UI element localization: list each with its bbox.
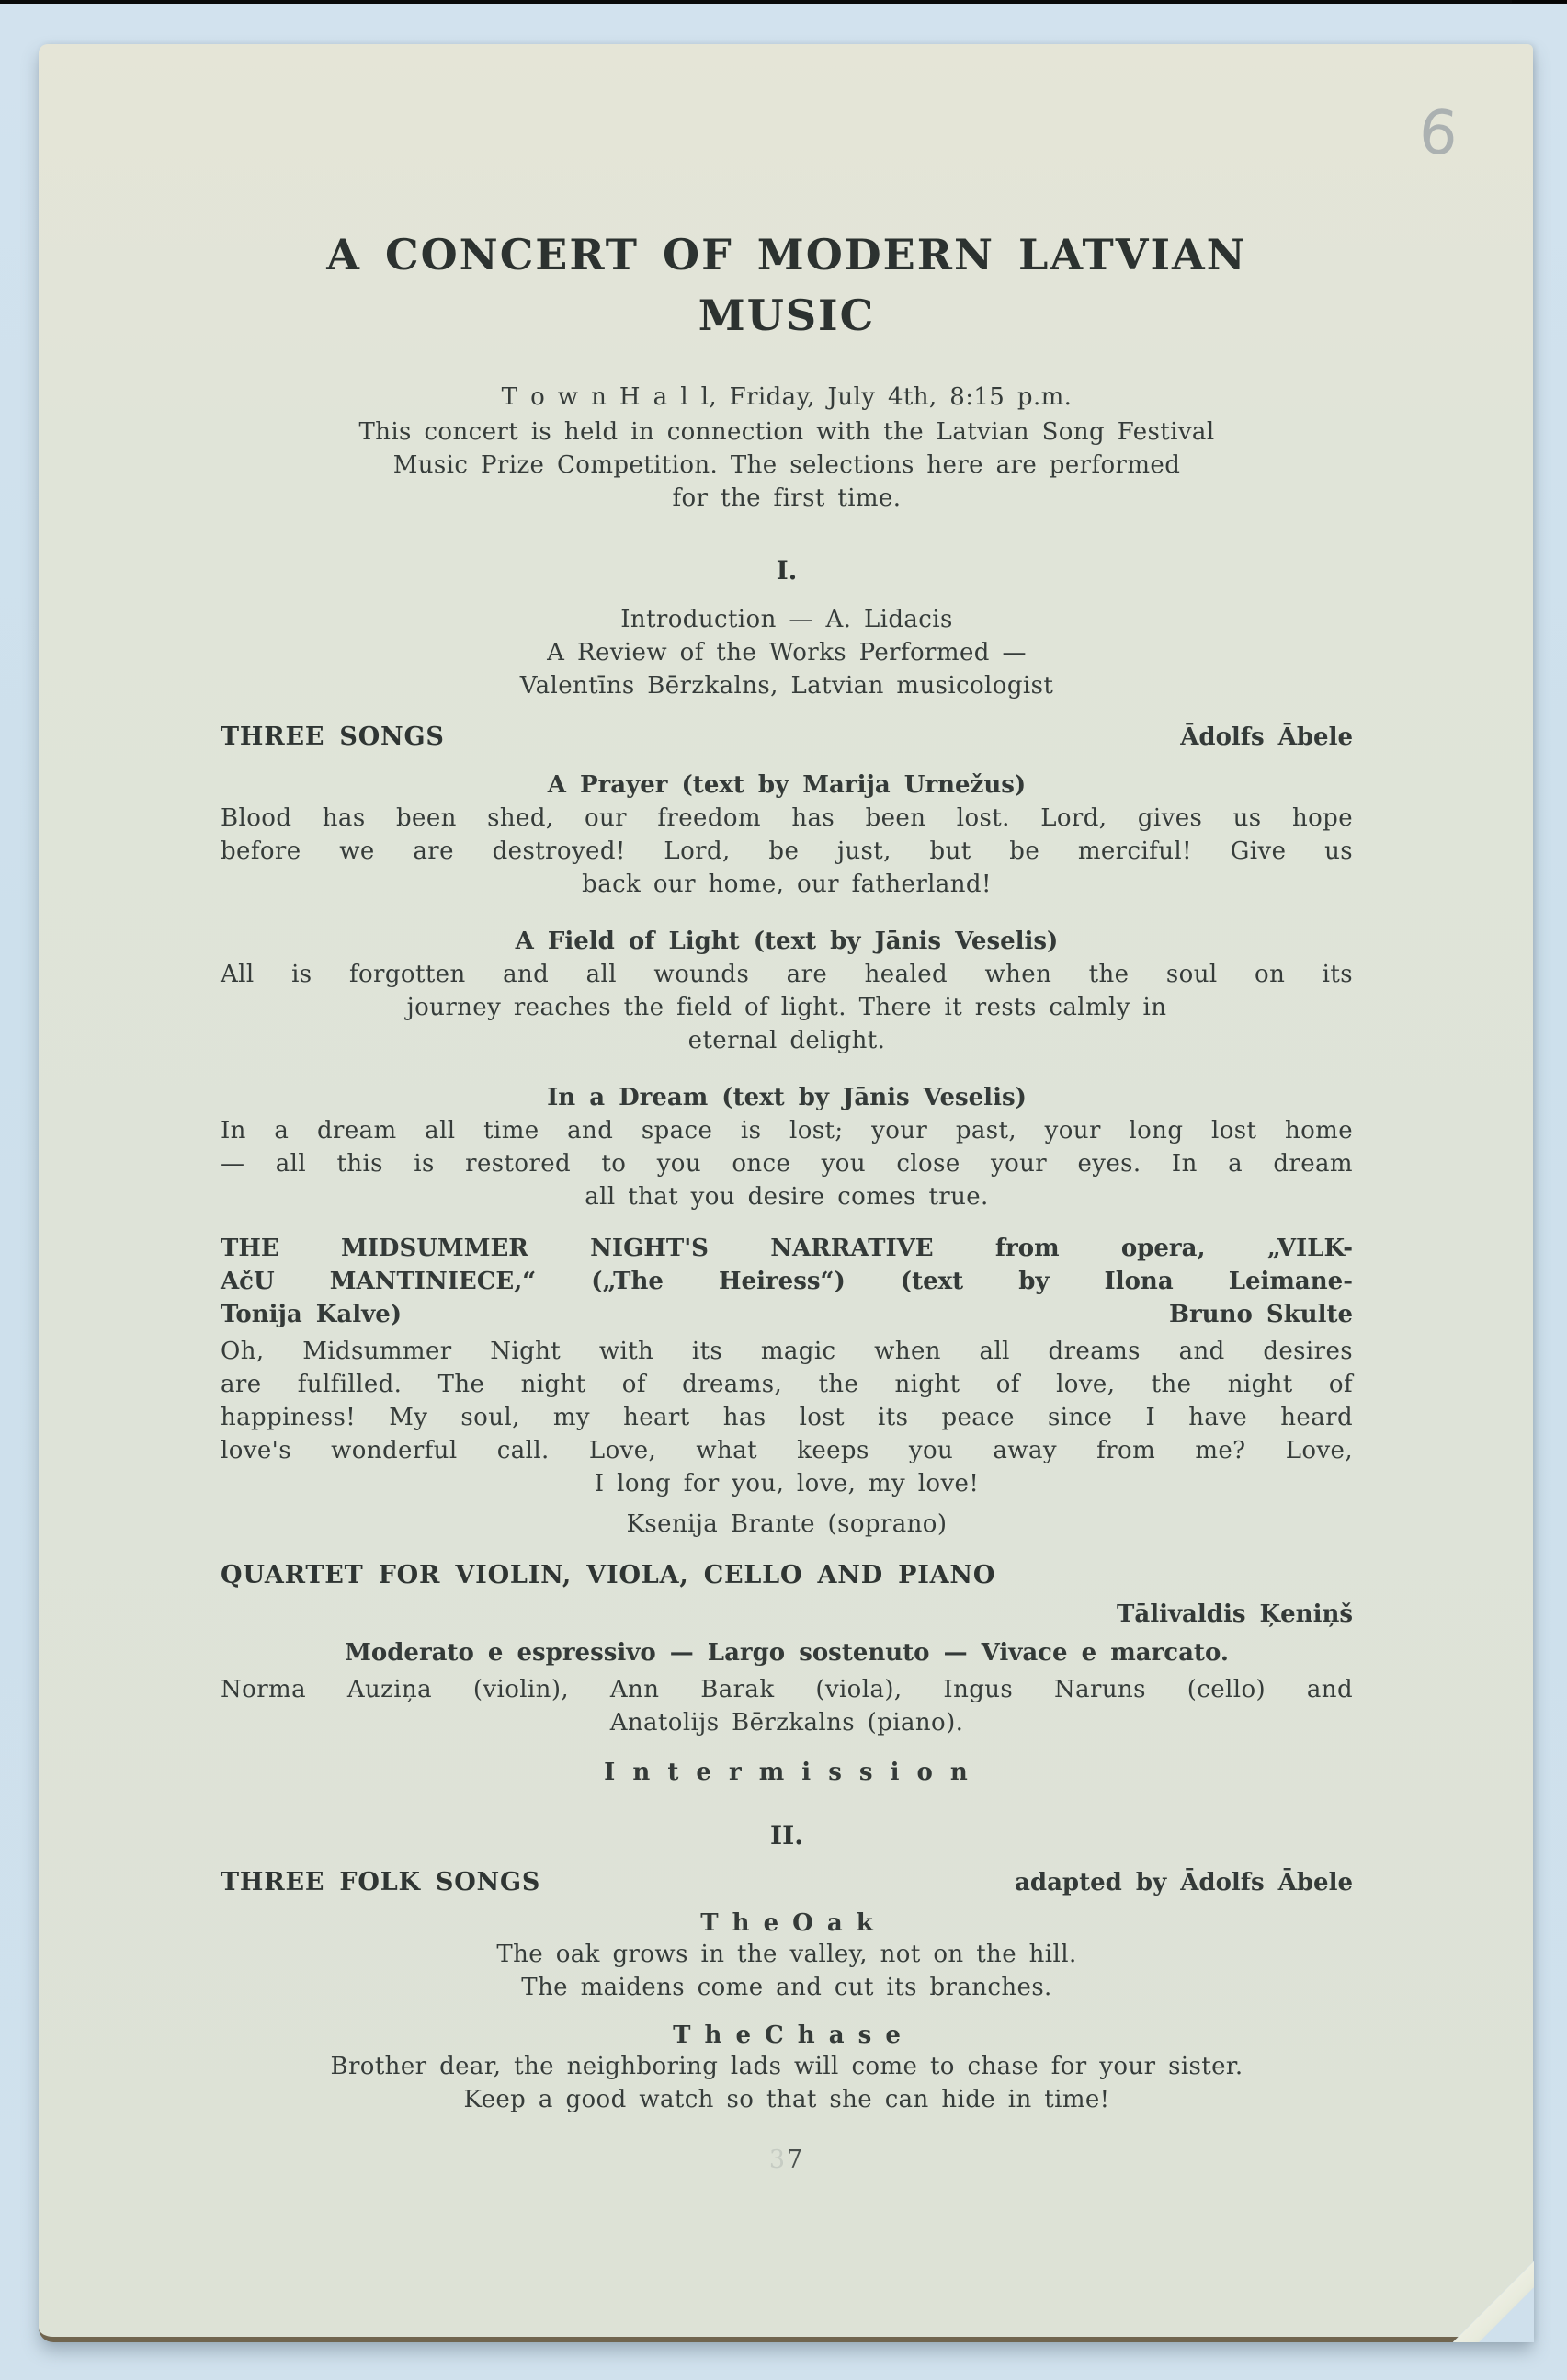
program-page	[39, 44, 1533, 2342]
concert-title	[221, 224, 1353, 346]
midsummer-text-line: happiness! My soul, my heart has lost its peace since I have heard	[221, 1404, 1353, 1431]
intro-paragraph	[221, 416, 1353, 515]
midsummer-text-line: I long for you, love, my love!	[594, 1470, 980, 1497]
quartet-performers	[221, 1673, 1353, 1739]
song-text-prayer	[221, 802, 1353, 901]
folk-song-heading-chase: T h e C h a s e	[673, 2021, 901, 2049]
midsummer-text-line: are fulfilled. The night of dreams, the night of love, the night of	[221, 1371, 1353, 1398]
quartet-performers-line: Anatolijs Bērzkalns (piano).	[609, 1709, 964, 1737]
midsummer-title-composer-row	[221, 1298, 1353, 1331]
folk-song-line: The oak grows in the valley, not on the hill.	[496, 1941, 1077, 1968]
page-number-faint-digit: 3	[768, 2146, 787, 2174]
intro-line: for the first time.	[672, 484, 902, 512]
venue-line: T o w n H a l l, Friday, July 4th, 8:15 p.m.	[501, 383, 1073, 411]
midsummer-performer: Ksenija Brante (soprano)	[626, 1510, 948, 1538]
three-songs-title: THREE SONGS	[221, 723, 445, 751]
song-heading-in-a-dream: In a Dream (text by Jānis Veselis)	[547, 1084, 1027, 1111]
midsummer-composer: Bruno Skulte	[1169, 1301, 1353, 1328]
midsummer-title-line: Tonija Kalve)	[221, 1301, 403, 1328]
quartet-title: QUARTET FOR VIOLIN, VIOLA, CELLO AND PIANO	[221, 1561, 996, 1589]
song-text-line: journey reaches the field of light. There it rests calmly in	[406, 994, 1167, 1021]
page-number-digit: 7	[787, 2146, 805, 2174]
midsummer-text	[221, 1335, 1353, 1500]
scan-top-border	[0, 0, 1567, 4]
introduction-line: Introduction — A. Lidacis	[620, 606, 953, 633]
song-text-line: Blood has been shed, our freedom has been lost. Lord, gives us hope	[221, 804, 1353, 832]
song-text-line: — all this is restored to you once you close your eyes. In a dream	[221, 1150, 1353, 1178]
concert-title-line2: MUSIC	[698, 290, 876, 340]
intermission-label: I n t e r m i s s i o n	[604, 1759, 970, 1786]
folk-song-text-oak	[221, 1938, 1353, 2004]
three-songs-composer: Ādolfs Ābele	[1180, 723, 1353, 751]
quartet-movements: Moderato e espressivo — Largo sostenuto — Vivace e marcato.	[345, 1639, 1229, 1667]
song-text-field-of-light	[221, 958, 1353, 1057]
introduction-line: Valentīns Bērzkalns, Latvian musicologist	[519, 672, 1054, 700]
part1-numeral: I.	[776, 555, 798, 586]
introduction-line: A Review of the Works Performed —	[547, 639, 1027, 666]
song-text-in-a-dream	[221, 1114, 1353, 1213]
page-number	[221, 2146, 1353, 2174]
concert-title-line1: A CONCERT OF MODERN LATVIAN	[326, 230, 1247, 279]
song-text-line: before we are destroyed! Lord, be just, but be merciful! Give us	[221, 837, 1353, 865]
folk-songs-header	[221, 1866, 1353, 1899]
midsummer-title-line: AčU MANTINIECE,“ („The Heiress“) (text by Ilona Leimane-	[221, 1268, 1353, 1295]
folk-songs-title: THREE FOLK SONGS	[221, 1868, 541, 1896]
part2-numeral: II.	[770, 1820, 803, 1850]
folk-song-heading-oak: T h e O a k	[700, 1909, 873, 1937]
midsummer-title-block	[221, 1232, 1353, 1331]
quartet-composer: Tālivaldis Ķeniņš	[1117, 1600, 1353, 1628]
folk-song-text-chase	[221, 2050, 1353, 2116]
song-heading-field-of-light: A Field of Light (text by Jānis Veselis)	[515, 928, 1059, 955]
midsummer-text-line: Oh, Midsummer Night with its magic when all dreams and desires	[221, 1338, 1353, 1365]
scan-corner-border	[1512, 0, 1567, 3]
midsummer-title-line: THE MIDSUMMER NIGHT'S NARRATIVE from opera, „VILK-	[221, 1235, 1353, 1262]
three-songs-header	[221, 721, 1353, 754]
song-text-line: all that you desire comes true.	[585, 1183, 989, 1211]
song-text-line: eternal delight.	[687, 1027, 886, 1054]
folk-song-line: Keep a good watch so that she can hide in time!	[463, 2086, 1110, 2113]
intro-line: Music Prize Competition. The selections here are performed	[392, 451, 1181, 479]
introduction-block	[221, 603, 1353, 702]
midsummer-text-line: love's wonderful call. Love, what keeps you away from me? Love,	[221, 1437, 1353, 1464]
song-text-line: back our home, our fatherland!	[582, 871, 992, 898]
song-text-line: All is forgotten and all wounds are healed when the soul on its	[221, 961, 1353, 988]
handwritten-page-mark: 6	[1416, 96, 1460, 170]
folk-songs-composer: adapted by Ādolfs Ābele	[1015, 1869, 1353, 1896]
intro-line: This concert is held in connection with the Latvian Song Festival	[358, 418, 1215, 446]
folk-song-line: Brother dear, the neighboring lads will come to chase for your sister.	[330, 2053, 1243, 2080]
quartet-performers-line: Norma Auziņa (violin), Ann Barak (viola), Ingus Naruns (cello) and	[221, 1676, 1353, 1703]
song-text-line: In a dream all time and space is lost; your past, your long lost home	[221, 1117, 1353, 1144]
folk-song-line: The maidens come and cut its branches.	[521, 1974, 1052, 2001]
song-heading-prayer: A Prayer (text by Marija Urnežus)	[547, 771, 1027, 799]
